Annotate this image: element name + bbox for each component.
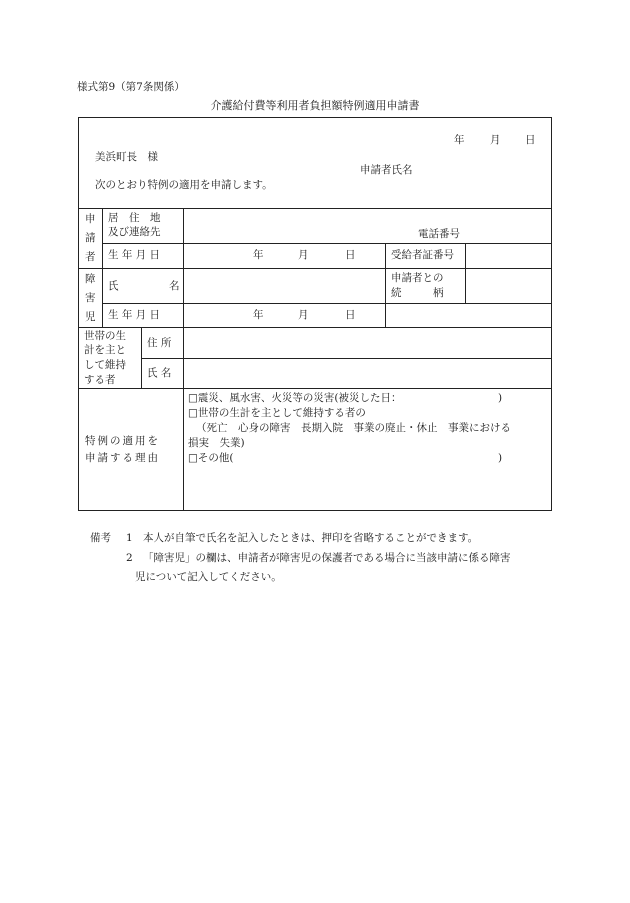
form-number: 様式第9（第7条関係） [77,81,185,93]
relation-label-2: 続 柄 [391,287,444,299]
child-group-label-3: 児 [85,311,96,323]
applicant-birth-month: 月 [298,249,309,261]
column-divider [141,327,142,388]
applicant-birth-day: 日 [345,249,356,261]
reason-label-1: 特例の適用を [85,435,160,447]
applicant-birthdate-label: 生 年 月 日 [108,249,161,261]
form-title: 介護給付費等利用者負担額特例適用申請書 [210,99,420,112]
applicant-name-label: 申請者氏名 [360,164,413,176]
applicant-birth-year: 年 [253,249,264,261]
column-divider [385,243,386,327]
child-birth-year: 年 [253,309,264,321]
child-name-label-1: 氏 [108,280,119,292]
note-2-number: 2 [126,552,133,564]
applicant-group-label-2: 請 [85,232,96,244]
reason-option-householder[interactable]: □世帯の生計を主として維持する者の [188,407,366,419]
applicant-address-label: 居 住 地 [108,212,161,224]
column-divider [183,208,184,511]
reason-option-other-close: ) [498,452,503,464]
reason-label-2: 申請する理由 [85,452,160,464]
reason-option-disaster[interactable]: □震災、風水害、火災等の災害(被災した日： [188,392,402,404]
reason-option-disaster-close: ) [498,392,503,404]
row-divider [78,388,552,389]
addressee: 美浜町長 様 [95,151,158,163]
row-divider [102,243,552,244]
row-divider [78,208,552,209]
notes-label: 備考 [90,532,111,544]
householder-label-4: する者 [84,374,116,386]
child-birth-day: 日 [345,309,356,321]
request-text: 次のとおり特例の適用を申請します。 [95,179,273,191]
householder-label-3: して維持 [84,359,126,371]
row-divider [78,268,552,269]
relation-label-1: 申請者との [391,272,444,284]
note-1-text: 本人が自筆で氏名を記入したときは、押印を省略することができます。 [143,532,479,544]
householder-address-label: 住 所 [147,337,172,349]
row-divider [102,303,552,304]
householder-name-label: 氏 名 [147,367,172,379]
date-day-label: 日 [525,134,536,146]
note-1-number: 1 [126,532,133,544]
reason-option-other[interactable]: □その他( [188,452,234,464]
child-group-label-2: 害 [85,292,96,304]
certificate-number-label: 受給者証番号 [391,249,454,261]
householder-label-1: 世帯の生 [84,330,126,342]
child-birth-month: 月 [298,309,309,321]
reason-option-householder-detail-2: 損実 失業) [188,437,245,449]
applicant-contact-label: 及び連絡先 [108,226,161,238]
child-birthdate-label: 生 年 月 日 [108,309,161,321]
column-divider [465,243,466,303]
householder-label-2: 計を主と [84,344,126,356]
child-name-label-2: 名 [169,280,180,292]
applicant-group-label-3: 者 [85,251,96,263]
child-group-label-1: 障 [85,273,96,285]
date-month-label: 月 [490,134,501,146]
note-2-text-line1: 「障害児」の欄は、申請者が障害児の保護者である場合に当該申請に係る障害 [143,552,511,564]
reason-option-householder-detail-1: （死亡 心身の障害 長期入院 事業の廃止・休止 事業における [196,422,511,434]
row-divider [141,358,552,359]
applicant-group-label-1: 申 [85,213,96,225]
note-2-text-line2: 児について記入してください。 [135,571,282,583]
date-year-label: 年 [454,134,465,146]
column-divider [102,208,103,327]
applicant-phone-label: 電話番号 [418,228,460,240]
row-divider [78,327,552,328]
